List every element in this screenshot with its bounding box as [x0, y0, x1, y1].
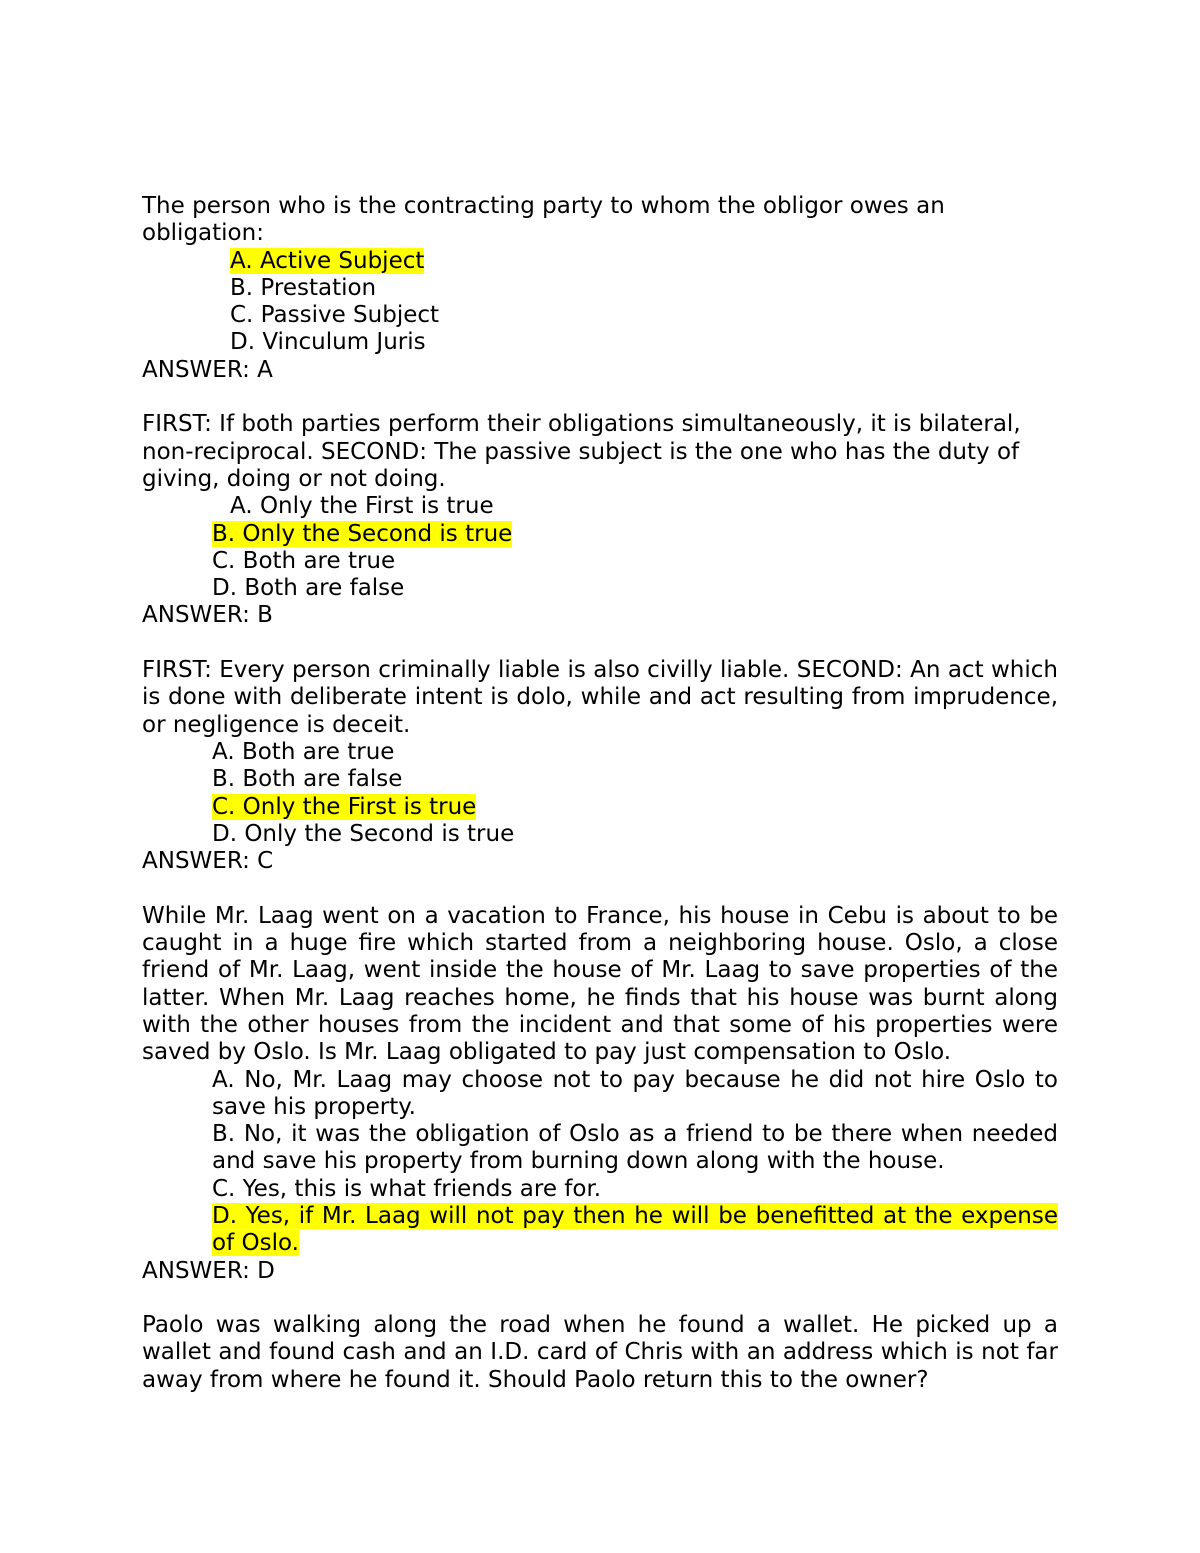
option-a: A. Both are true	[212, 738, 395, 765]
option-a	[142, 248, 1058, 275]
question-stem: Paolo was walking along the road when he found a wallet. He picked up a wallet and found cash and an I.D. card of Chris with an address which is not far away from where he found it. Should Paolo return this to the owner?	[142, 1312, 1058, 1393]
options-list	[142, 739, 1058, 848]
highlighted-option-text: B. Only the Second is true	[212, 520, 513, 547]
option-d: D. Both are false	[212, 575, 405, 602]
option-a: A. Only the First is true	[230, 493, 494, 520]
option-b: B. Both are false	[212, 766, 403, 793]
options-list	[142, 248, 1058, 357]
document-page	[142, 193, 1058, 1421]
options-list	[142, 493, 1058, 602]
option-d: D. Only the Second is true	[212, 820, 515, 847]
question-4	[142, 903, 1058, 1285]
question-stem: FIRST: If both parties perform their obligations simultaneously, it is bilateral, non-reciprocal. SECOND: The passive subject is the one who has the duty of giving, doing or not doing.	[142, 411, 1021, 492]
option-b: B. No, it was the obligation of Oslo as a friend to be there when needed and save his property from burning down along with the house.	[212, 1121, 1058, 1175]
question-5	[142, 1312, 1058, 1394]
question-3	[142, 657, 1058, 875]
answer-line: ANSWER: A	[142, 356, 273, 383]
question-stem: FIRST: Every person criminally liable is also civilly liable. SECOND: An act which is done with deliberate intent is dolo, while and act resulting from imprudence, or negligence is deceit.	[142, 657, 1058, 738]
highlighted-option-text: C. Only the First is true	[212, 793, 477, 820]
answer-line: ANSWER: D	[142, 1257, 275, 1284]
highlighted-option-text: D. Yes, if Mr. Laag will not pay then he will be benefitted at the expense of Oslo.	[212, 1202, 1058, 1257]
option-b	[142, 521, 1058, 548]
question-stem: While Mr. Laag went on a vacation to France, his house in Cebu is about to be caught in a huge fire which started from a neighboring house. Oslo, a close friend of Mr. Laag, went inside the house of Mr. Laag to save properties of the latter. When Mr. Laag reaches home, he finds that his house was burnt along with the other houses from the incident and that some of his properties were saved by Oslo. Is Mr. Laag obligated to pay just compensation to Oslo.	[142, 902, 1058, 1066]
answer-line: ANSWER: B	[142, 602, 273, 629]
option-b: B. Prestation	[230, 274, 377, 301]
option-c: C. Yes, this is what friends are for.	[212, 1175, 602, 1202]
option-c: C. Passive Subject	[230, 302, 440, 329]
option-c: C. Both are true	[212, 547, 396, 574]
option-d: D. Vinculum Juris	[230, 329, 426, 356]
question-2	[142, 411, 1058, 629]
option-d	[142, 1203, 1058, 1258]
option-a: A. No, Mr. Laag may choose not to pay because he did not hire Oslo to save his property.	[212, 1066, 1058, 1120]
question-1	[142, 193, 1058, 384]
answer-line: ANSWER: C	[142, 848, 274, 875]
option-c	[142, 794, 1058, 821]
highlighted-option-text: A. Active Subject	[230, 247, 425, 274]
options-list	[142, 1067, 1058, 1258]
question-stem: The person who is the contracting party to whom the obligor owes an obligation:	[142, 193, 945, 247]
